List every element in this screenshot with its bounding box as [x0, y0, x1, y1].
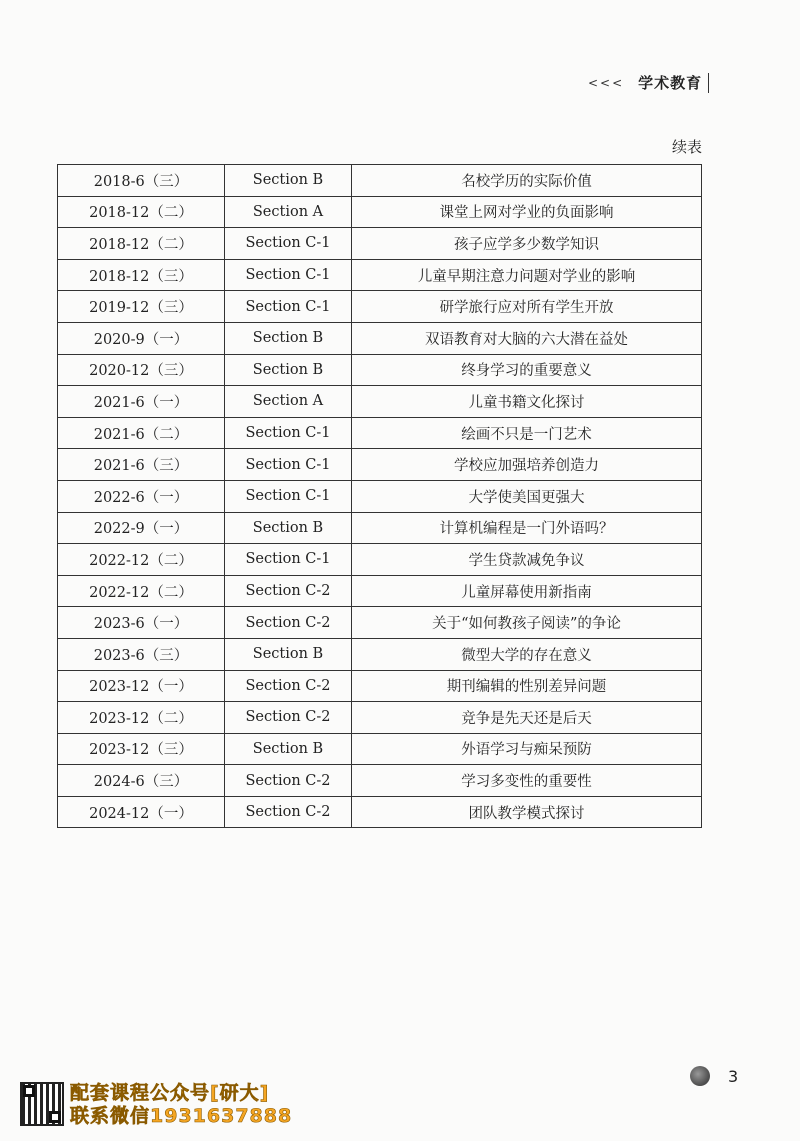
section-cell: Section B	[225, 512, 352, 544]
topic-cell: 学生贷款减免争议	[352, 544, 702, 576]
date-cell: 2018-12（三）	[58, 259, 225, 291]
date-cell: 2018-6（三）	[58, 165, 225, 197]
section-cell: Section C-2	[225, 670, 352, 702]
topic-cell: 学校应加强培养创造力	[352, 449, 702, 481]
section-cell: Section C-1	[225, 228, 352, 260]
topic-cell: 外语学习与痴呆预防	[352, 733, 702, 765]
section-cell: Section C-1	[225, 480, 352, 512]
topic-cell: 儿童书籍文化探讨	[352, 386, 702, 418]
topic-cell: 团队教学模式探讨	[352, 796, 702, 828]
date-cell: 2023-12（一）	[58, 670, 225, 702]
table-row	[58, 165, 702, 197]
watermark-line-2: 联系微信1931637888	[70, 1105, 293, 1127]
date-cell: 2021-6（一）	[58, 386, 225, 418]
table-row	[58, 386, 702, 418]
table-row	[58, 607, 702, 639]
date-cell: 2023-12（三）	[58, 733, 225, 765]
table-row	[58, 512, 702, 544]
topic-cell: 名校学历的实际价值	[352, 165, 702, 197]
table-row	[58, 765, 702, 797]
topic-cell: 竞争是先天还是后天	[352, 702, 702, 734]
topic-cell: 研学旅行应对所有学生开放	[352, 291, 702, 323]
section-cell: Section B	[225, 638, 352, 670]
section-cell: Section C-1	[225, 544, 352, 576]
section-cell: Section B	[225, 354, 352, 386]
exam-topics-table	[57, 164, 702, 828]
section-cell: Section C-2	[225, 796, 352, 828]
section-cell: Section C-1	[225, 291, 352, 323]
table-row	[58, 291, 702, 323]
table-row	[58, 322, 702, 354]
table-row	[58, 575, 702, 607]
date-cell: 2024-6（三）	[58, 765, 225, 797]
table-row	[58, 796, 702, 828]
date-cell: 2023-12（二）	[58, 702, 225, 734]
table-row	[58, 449, 702, 481]
topic-cell: 大学使美国更强大	[352, 480, 702, 512]
date-cell: 2023-6（三）	[58, 638, 225, 670]
table-row	[58, 354, 702, 386]
section-cell: Section A	[225, 196, 352, 228]
running-head	[588, 72, 709, 93]
watermark	[20, 1082, 292, 1128]
topic-cell: 儿童早期注意力问题对学业的影响	[352, 259, 702, 291]
section-cell: Section C-1	[225, 417, 352, 449]
topic-cell: 绘画不只是一门艺术	[352, 417, 702, 449]
section-cell: Section A	[225, 386, 352, 418]
date-cell: 2022-12（二）	[58, 544, 225, 576]
topic-cell: 学习多变性的重要性	[352, 765, 702, 797]
watermark-line-1: 配套课程公众号[研大]	[70, 1082, 270, 1104]
topic-cell: 关于“如何教孩子阅读”的争论	[352, 607, 702, 639]
section-cell: Section B	[225, 733, 352, 765]
table-row	[58, 702, 702, 734]
date-cell: 2019-12（三）	[58, 291, 225, 323]
topic-cell: 微型大学的存在意义	[352, 638, 702, 670]
date-cell: 2021-6（二）	[58, 417, 225, 449]
section-cell: Section C-2	[225, 575, 352, 607]
table-row	[58, 417, 702, 449]
table-row	[58, 638, 702, 670]
date-cell: 2018-12（二）	[58, 196, 225, 228]
section-cell: Section B	[225, 322, 352, 354]
table-row	[58, 544, 702, 576]
topic-cell: 课堂上网对学业的负面影响	[352, 196, 702, 228]
date-cell: 2024-12（一）	[58, 796, 225, 828]
running-head-divider	[708, 73, 709, 93]
qr-code-icon	[20, 1082, 64, 1126]
topic-cell: 儿童屏幕使用新指南	[352, 575, 702, 607]
table-row	[58, 480, 702, 512]
topic-cell: 终身学习的重要意义	[352, 354, 702, 386]
running-head-title: 学术教育	[638, 74, 703, 92]
date-cell: 2021-6（三）	[58, 449, 225, 481]
section-cell: Section C-1	[225, 449, 352, 481]
date-cell: 2020-9（一）	[58, 322, 225, 354]
section-cell: Section B	[225, 165, 352, 197]
table-row	[58, 670, 702, 702]
date-cell: 2020-12（三）	[58, 354, 225, 386]
topic-cell: 计算机编程是一门外语吗？	[352, 512, 702, 544]
table-row	[58, 733, 702, 765]
section-cell: Section C-2	[225, 702, 352, 734]
date-cell: 2023-6（一）	[58, 607, 225, 639]
topic-cell: 期刊编辑的性别差异问题	[352, 670, 702, 702]
table-body	[58, 165, 702, 828]
globe-icon	[690, 1066, 710, 1086]
watermark-text	[70, 1082, 292, 1128]
page-number-area	[690, 1066, 738, 1086]
table-row	[58, 259, 702, 291]
continued-table-label: 续表	[672, 138, 703, 156]
table-row	[58, 196, 702, 228]
running-head-arrows: <<<	[588, 75, 625, 90]
table-row	[58, 228, 702, 260]
date-cell: 2022-12（二）	[58, 575, 225, 607]
section-cell: Section C-1	[225, 259, 352, 291]
date-cell: 2022-9（一）	[58, 512, 225, 544]
page-number: 3	[728, 1066, 739, 1086]
date-cell: 2022-6（一）	[58, 480, 225, 512]
section-cell: Section C-2	[225, 765, 352, 797]
date-cell: 2018-12（二）	[58, 228, 225, 260]
section-cell: Section C-2	[225, 607, 352, 639]
topic-cell: 双语教育对大脑的六大潜在益处	[352, 322, 702, 354]
topic-cell: 孩子应学多少数学知识	[352, 228, 702, 260]
